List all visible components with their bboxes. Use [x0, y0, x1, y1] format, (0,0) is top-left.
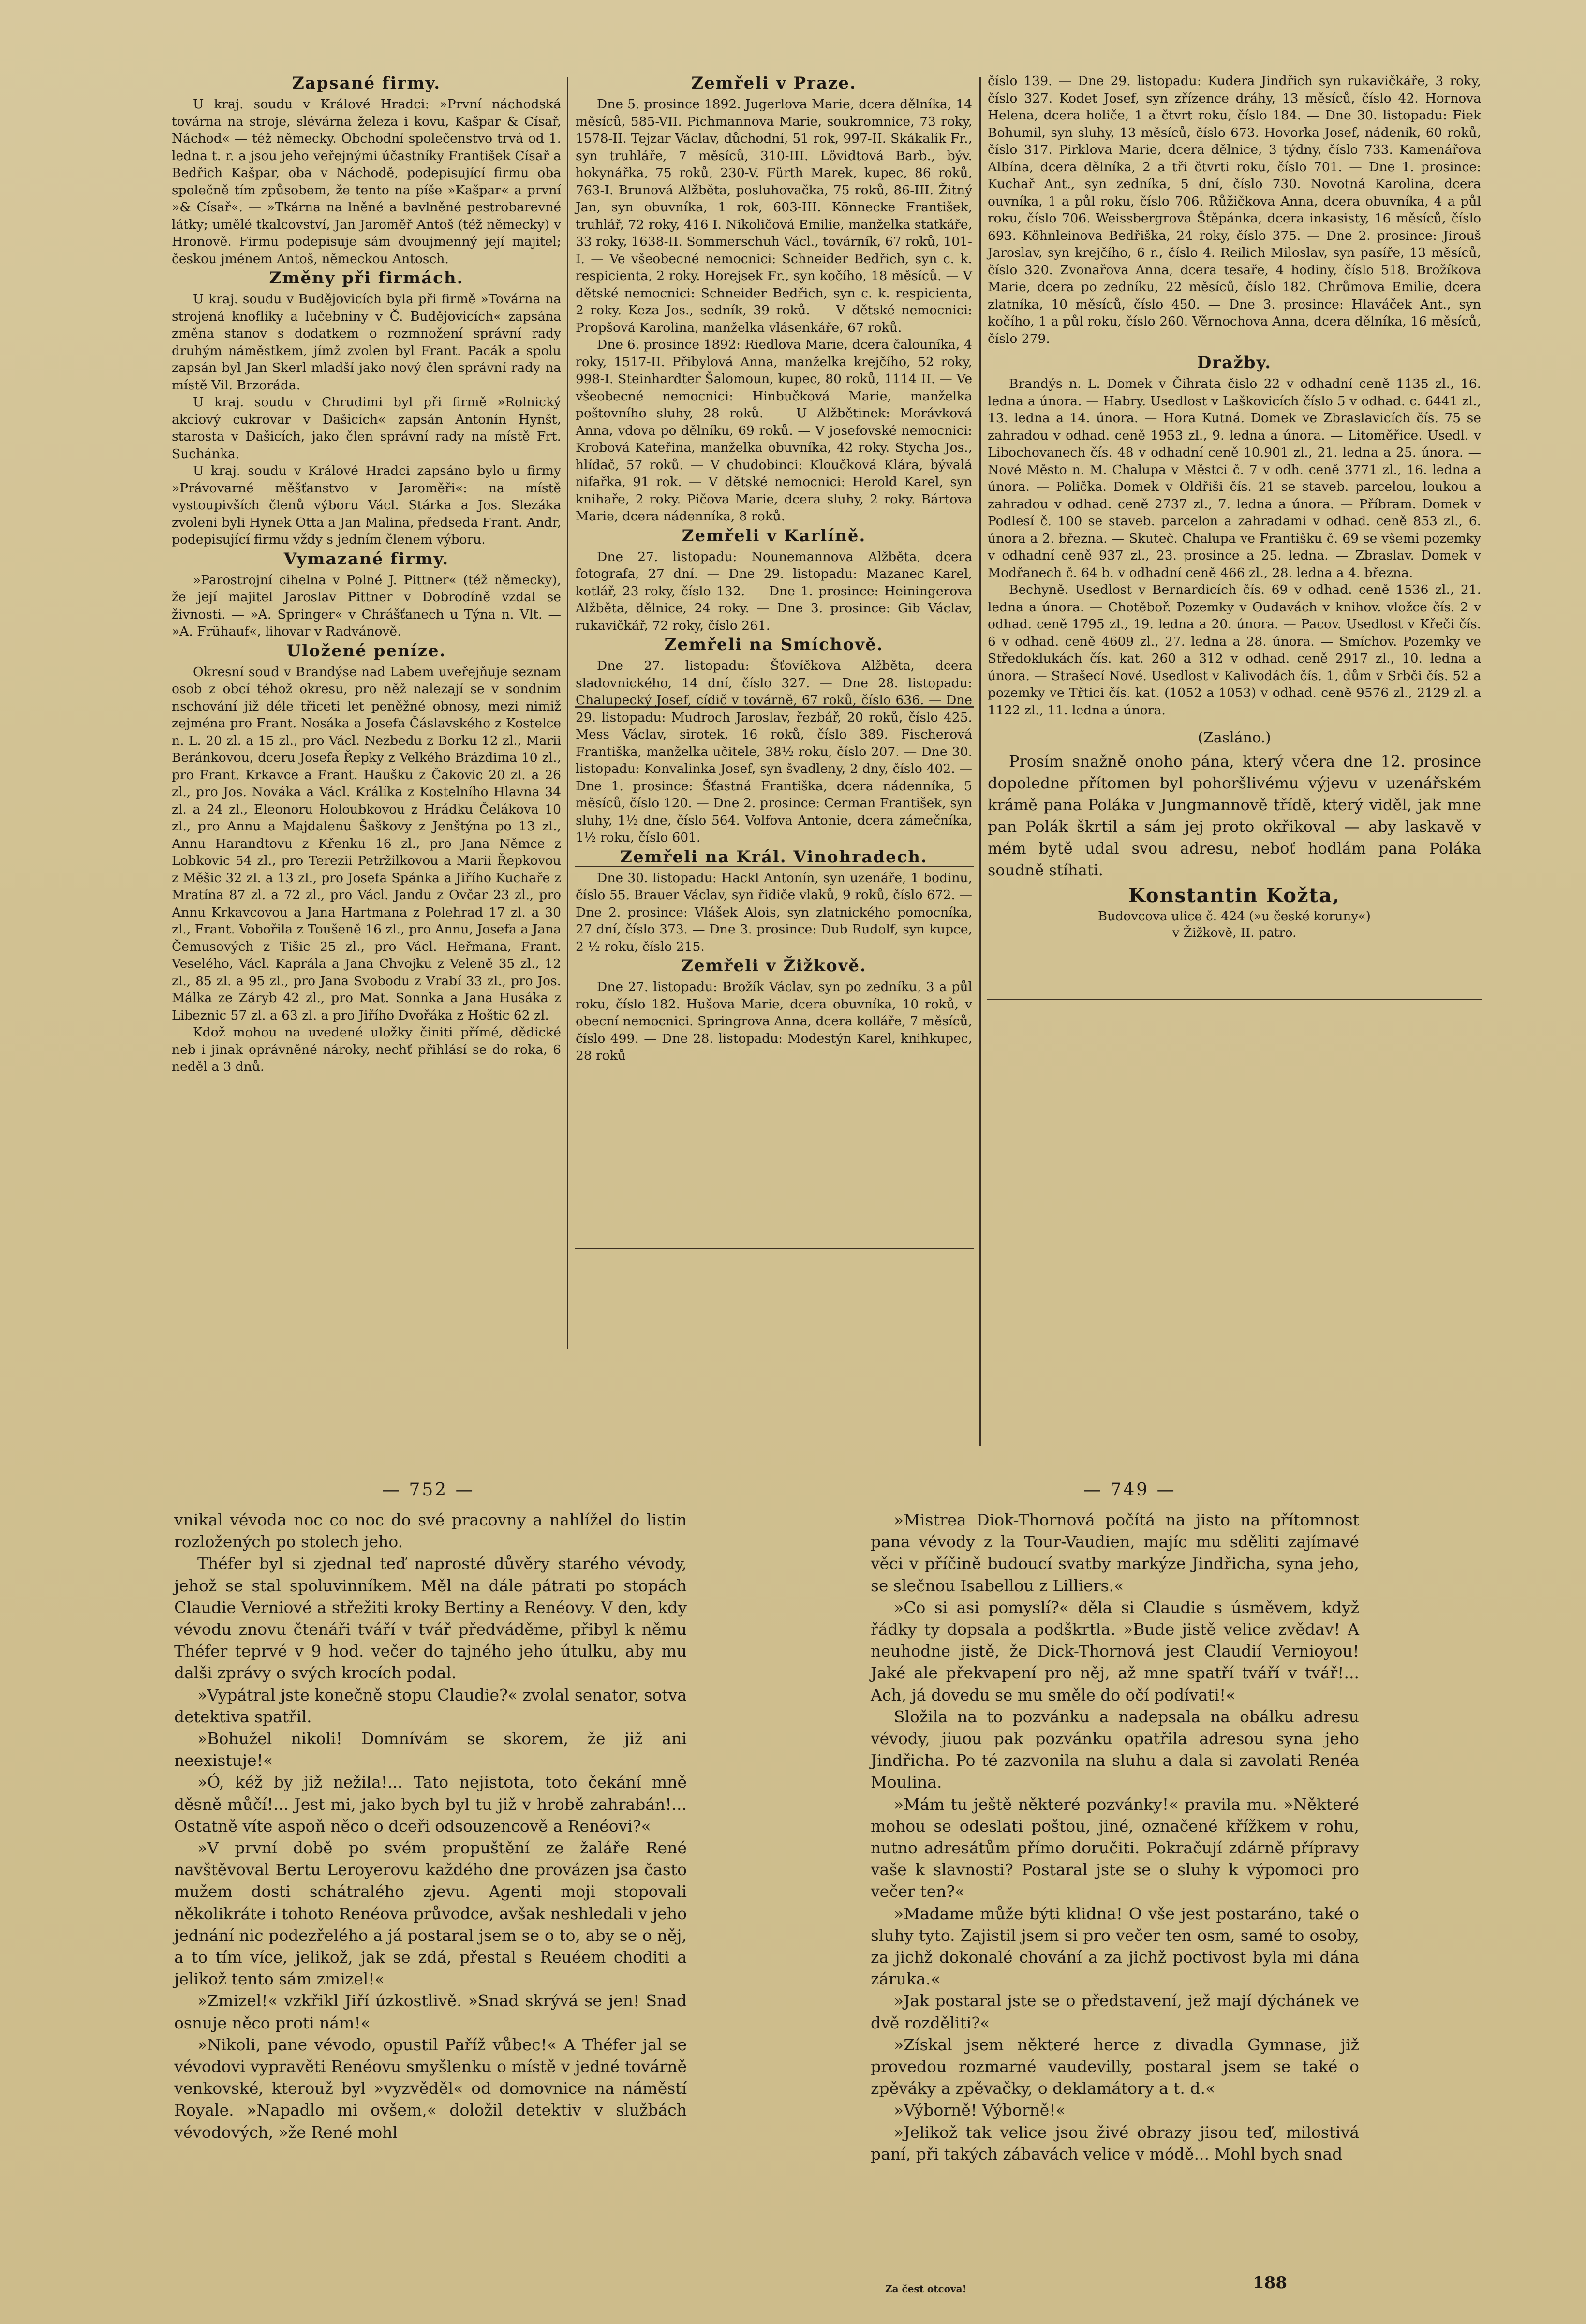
paragraph: Dne 27. listopadu: Brožík Václav, syn po zedníku, 3 a půl roku, číslo 182. Hušova Marie, dcera obuvníka, 10 roků, v obecní nemocnici. Springrova Anna, dcera kolláře, 7 měsíců, číslo 499. — Dne 28. listopadu: Modestýn Karel, knihkupec, 28 roků	[576, 979, 972, 1063]
paragraph: číslo 139. — Dne 29. listopadu: Kudera Jindřich syn rukavičkáře, 3 roky, číslo 327. Kodet Josef, syn zřízence dráhy, 13 měsíců, číslo 42. Hornova Helena, dcera holiče, 1 a čtvrt roku, číslo 184. — Dne 30. listopadu: Fiek Bohumil, syn sluhy, 13 měsíců, číslo 673. Hovorka Josef, nádeník, 60 roků, číslo 317. Pirklova Marie, dcera dělnice, 3 týdny, číslo 733. Kamenářova Albína, dcera dělníka, 2 a tři čtvrti roku, číslo 701. — Dne 1. prosince: Kuchař Ant., syn zedníka, 5 dní, číslo 730. Novotná Karolina, dcera ouvníka, 1 a půl roku, číslo 706. Růžičkova Anna, dcera obuvníka, 4 a půl roku, číslo 706. Weissbergrova Štěpánka, dcera inkasisty, 16 měsíců, číslo 693. Köhnleinova Bedřiška, 24 roky, číslo 375. — Dne 2. prosince: Jirouš Jaroslav, syn krejčího, 6 r., číslo 4. Reilich Miloslav, syn pasíře, 13 měsíců, číslo 320. Zvonařova Anna, dcera tesaře, 4 hodiny, číslo 518. Brožíkova Marie, dcera po zedníku, 22 měsíců, číslo 182. Chrůmova Emilie, dcera zlatníka, 10 měsíců, číslo 450. — Dne 3. prosince: Hlaváček Ant., syn kočího, 1 a půl roku, číslo 260. Věrnochova Anna, dcera dělníka, 16 měsíců, číslo 279.	[988, 74, 1481, 346]
paragraph: »Madame může býti klidna! O vše jest postaráno, také o sluhy tyto. Zajistil jsem si pro večer ten osm, samé to osoby, za jichž dokonalé chování a za jichž poctivost byla mi dána záruka.«	[871, 1904, 1359, 1989]
paragraph: U kraj. soudu v Budějovicích byla při firmě »Továrna na strojená knoflíky a lučebniny v Č. Budějovicích« zapsána změna stanov s dodatkem o rozmnožení správní rady druhým náměstkem, jímž zvolen byl Frant. Pacák a spolu zapsán byl Jan Skerl mladší jako nový člen správní rady na místě Vil. Brzoráda.	[172, 292, 561, 393]
paragraph: »Parostrojní cihelna v Polné J. Pittner« (též německy), že její majitel Jaroslav Pittner v Dobrodíně vzdal se živnosti. — »A. Springer« v Chrášťanech u Týna n. Vlt. — »A. Frühauf«, lihovar v Radvánově.	[172, 572, 561, 639]
paragraph: Brandýs n. L. Domek v Čihrata čislo 22 v odhadní ceně 1135 zl., 16. ledna a února. — Habry. Usedlost v Laškovicích číslo 5 v odhad. c. 6441 zl., 13. ledna a 14. února. — Hora Kutná. Domek ve Zbraslavicích čís. 75 se zahradou v odhad. ceně 1953 zl., 9. ledna a února. — Litoměřice. Usedl. v Libochovanech čís. 48 v odhadní ceně 10.901 zl., 21. ledna a 25. února. — Nové Město n. M. Chalupa v Městci č. 7 v odh. ceně 3771 zl., 16. ledna a února. — Polička. Domek v Oldřiši čís. 21 se staveb. parcelou, loukou a zahradou v odhad. ceně 2737 zl., 7. ledna a února. — Příbram. Domek v Podlesí č. 100 se staveb. parcelon a zahradami v odhad. ceně 853 zl., 6. února a 2. března. — Skuteč. Chalupa ve Františku č. 69 se všemi pozemky v odhadní ceně 937 zl., 23. prosince a 25. ledna. — Zbraslav. Domek v Modřanech č. 64 b. v odhadní ceně 466 zl., 28. ledna a 4. března.	[988, 376, 1481, 580]
signature-address: v Žižkově, II. patro.	[1172, 926, 1297, 940]
signature-name: Konstantin Kožta,	[1128, 884, 1340, 907]
paragraph: »Ó, kéž by již nežila!... Tato nejistota, toto čekání mně děsně můčí!... Jest mi, jako bych byl tu již v hrobě zahrabán!... Ostatně víte aspoň něco o dceři odsouzencově a Renéovi?«	[174, 1773, 687, 1836]
paragraph: Dne 30. listopadu: Hackl Antonín, syn uzenáře, 1 bodinu, číslo 55. Brauer Václav, syn řidiče vlaků, 9 roků, číslo 672. — Dne 2. prosince: Vlášek Alois, syn zlatnického pomocníka, 27 dní, číslo 373. — Dne 3. prosince: Dub Rudolf, syn kupce, 2 ½ roku, číslo 215.	[576, 870, 972, 954]
paragraph: Dne 27. listopadu: Nounemannova Alžběta, dcera fotografa, 27 dní. — Dne 29. listopadu: Mazanec Karel, kotlář, 23 roky, číslo 132. — Dne 1. prosince: Heiningerova Alžběta, dělnice, 24 roky. — Dne 3. prosince: Gib Václav, rukavičkář, 72 roky, číslo 261.	[576, 549, 972, 633]
paragraph: »Mistrea Diok-Thornová počítá na jisto na přítomnost pana vévody z la Tour-Vaudien, majíc mu sděliti zajímavé věci v příčině budoucí svatby markýze Jindřicha, syna jeho, se slečnou Isabellou z Lilliers.«	[871, 1510, 1359, 1595]
paragraph: Dne 6. prosince 1892: Riedlova Marie, dcera čalouníka, 4 roky, 1517-II. Přibylová Anna, manželka krejčího, 52 roky, 998-I. Steinhardter Šalomoun, kupec, 80 roků, 1114 II. — Ve všeobecné nemocnici: Hinbučková Marie, manželka poštovního sluhy, 28 roků. — U Alžbětinek: Morávková Anna, vdova po dělníku, 69 roků. — V josefovské nemocnici: Krobová Kateřina, manželka obuvníka, 42 roky. Stycha Jos., hlídač, 57 roků. — V chudobinci: Kloučková Klára, bývalá nifařka, 91 rok. — V dětské nemocnici: Herold Karel, syn knihaře, 2 roky. Pičova Marie, dcera sluhy, 2 roky. Bártova Marie, dcera nádenníka, 8 roků.	[576, 337, 972, 524]
novel-column-left	[174, 1509, 687, 2143]
paragraph: »Vypátral jste konečně stopu Claudie?« zvolal senator, sotva detektiva spatřil.	[174, 1685, 687, 1726]
paragraph: U kraj. soudu v Králové Hradci: »První náchodská továrna na stroje, slévárna železa i kovu, Kašpar & Císař, Náchod« — též německy. Obchodní společenstvo trvá od 1. ledna t. r. a jsou jeho veřejnými účastníky František Císař a Bedřich Kašpar, oba v Náchodě, podepisující firmu oba společně tím způsobem, že tento na píše »Kašpar« a první »& Císař«. — »Tkárna na lněné a bavlněné pestrobarevné látky; umělé tkalcovství, Jan Jaroměř Antoš (též německy) v Hronově. Firmu podepisuje sám dvoujmenný její majitel; českou jménem Antoš, německou Antosch.	[172, 97, 561, 266]
footer-note: Za čest otcova!	[885, 2283, 967, 2294]
paragraph: »Výborně! Výborně!«	[894, 2101, 1066, 2120]
heading-zemreli-zizkov: Zemřeli v Žižkově.	[681, 956, 867, 976]
heading-zemreli-smichov: Zemřeli na Smíchově.	[664, 635, 884, 654]
heading-zemreli-karlin: Zemřeli v Karlíně.	[682, 526, 866, 546]
paragraph: Kdož mohou na uvedené uložky činiti přímé, dědické neb i jinak oprávněné nároky, nechť přihlásí se do roka, 6 neděl a 3 dnů.	[172, 1025, 561, 1074]
column-rule	[979, 77, 981, 1446]
zasilano-body: Prosím snažně onoho pána, který včera dne 12. prosince dopoledne přítomen byl pohoršlivému výjevu v uzenářském krámě pana Poláka v Jungmannově třídě, který viděl, jak mne pan Polák škrtil a sám jej proto okřikoval — aby laskavě v mém bytě udal svou adresu, neboť hodlám pana Poláka soudně stíhati.	[988, 752, 1481, 879]
page-number-left: — 752 —	[382, 1480, 475, 1500]
paragraph: U kraj. soudu v Králové Hradci zapsáno bylo u firmy »Právovarné měšťanstvo v Jaroměři«: na místě vystoupivších členů výboru Václ. Stárka a Jos. Slezáka zvoleni byli Hynek Otta a Jan Malina, předseda Frant. Andr, podepisující firmu vždy s jedním členem výboru.	[172, 463, 561, 547]
paragraph: »Zmizel!« vzkřikl Jiří úzkostlivě. »Snad skrývá se jen! Snad osnuje něco proti nám!«	[174, 1991, 687, 2032]
paragraph: »Jelikož tak velice jsou živé obrazy jisou teď, milostivá paní, při takých zábavách velice v módě... Mohl bych snad	[871, 2122, 1359, 2163]
column-zemreli	[576, 73, 972, 1065]
paragraph: Théfer byl si zjednal teď naprosté důvěry starého vévody, jehož se stal spoluvinníkem. Měl na dále pátrati po stopách Claudie Verniové a střežiti kroky Bertiny a Renéovy. V den, kdy vévodu znovu čtenáři tváří v tvář předváděme, přibyl k němu Théfer teprvé v 9 hod. večer do tajného jeho útulku, aby mu dalši zprávy o svých krocích podal.	[174, 1554, 687, 1683]
section-rule	[575, 1248, 974, 1249]
heading-vymazane: Vymazané firmy.	[283, 549, 449, 569]
paragraph: »Jak postaral jste se o představení, jež mají dýchánek ve dvě rozděliti?«	[871, 1991, 1359, 2032]
paragraph: »V první době po svém propuštění ze žaláře René navštěvoval Bertu Leroyerovu každého dne provázen jsa často mužem dosti schátralého zjevu. Agenti moji stopovali několikráte i tohoto Renéova průvodce, avšak neshledali v jeho jednání nic podezřelého a já postaral jsem se o to, aby se o něj, a to tím více, jelikož, jak se zdá, přestal s Reuéem choditi a jelikož tento sám zmizel!«	[174, 1838, 687, 1989]
heading-zemreli-vinohrady: Zemřeli na Král. Vinohradech.	[620, 847, 928, 867]
paragraph: Dne 5. prosince 1892. Jugerlova Marie, dcera dělníka, 14 měsíců, 585-VII. Pichmannova Marie, soukromnice, 73 roky, 1578-II. Tejzar Václav, důchodní, 51 rok, 997-II. Skákalík Fr., syn truhláře, 7 měsíců, 310-III. Lövidtová Barb., býv. hokynářka, 75 roků, 230-V. Fürth Marek, kupec, 86 roků, 763-I. Brunová Alžběta, posluhovačka, 75 roků, 86-III. Žitný Jan, syn obuvníka, 1 rok, 603-III. Könnecke František, truhlář, 72 roky, 416 I. Nikoličová Emilie, manželka statkáře, 33 roky, 1638-II. Sommerschuh Václ., továrník, 67 roků, 101-I. — Ve všeobecné nemocnici: Schneider Bedřich, syn c. k. respicienta, 2 roky. Horejsek Fr., syn kočího, 18 měsíců. — V dětské nemocnici: Schneider Bedřich, syn c. k. respicienta, 2 roky. Keza Jos., sedník, 39 roků. — V dětské nemocnici: Propšová Karolina, manželka vlásenkáře, 67 roků.	[576, 97, 972, 335]
paragraph: Dne 27. listopadu: Šťovíčkova Alžběta, dcera sladovnického, 14 dní, číslo 327. — Dne 28. listopadu: Chalupecký Josef, cídič v továrně, 67 roků, číslo 636. — Dne 29. listopadu: Mudroch Jaroslav, řezbář, 20 roků, číslo 425. Mess Václav, sirotek, 16 roků, číslo 389. Fischerová Františka, manželka učitele, 38½ roku, číslo 207. — Dne 30. listopadu: Konvalinka Josef, syn švadleny, 2 dny, číslo 402. — Dne 1. prosince: Šťastná Františka, dcera nádenníka, 5 měsíců, číslo 120. — Dne 2. prosince: Cerman František, syn sluhy, 1½ dne, číslo 564. Volfova Antonie, dcera zámečníka, 1½ roku, číslo 601.	[576, 658, 972, 845]
paragraph: Bechyně. Usedlost v Bernardicích čís. 69 v odhad. ceně 1536 zl., 21. ledna a února. — Chotěboř. Pozemky v Oudavách v knihov. vložce čís. 2 v odhad. ceně 1795 zl., 19. ledna a 20. února. — Pacov. Usedlost v Křeči čís. 6 v odhad. ceně 4609 zl., 27. ledna a 28. února. — Smíchov. Pozemky ve Středoklukách čís. kat. 260 a 312 v odhad. ceně 2917 zl., 10. ledna a února. — Strašecí Nové. Usedlost v Kalivodách čís. 1, dům v Srbči čís. 52 a pozemky ve Třtici čís. kat. (1052 a 1053) v odhad. ceně 9576 zl., 2129 zl. a 1122 zl., 11. ledna a února.	[988, 582, 1481, 718]
heading-ulozene-penize: Uložené peníze.	[286, 641, 446, 661]
heading-zmeny: Změny při firmách.	[269, 268, 464, 288]
novel-column-right	[871, 1509, 1359, 2165]
heading-zapsane-firmy: Zapsané firmy.	[292, 74, 441, 93]
section-rule	[987, 999, 1482, 1000]
signature-address: Budovcova ulice č. 424 (»u české koruny«)	[1098, 909, 1371, 924]
paragraph: Okresní soud v Brandýse nad Labem uveřejňuje seznam osob z obcí téhož okresu, pro něž nalezají se v sondním nschování již déle třiceti let peněžné obnosy, mezi nimiž zejména pro Frant. Nosáka a Josefa Čáslavského z Kostelce n. L. 20 zl. a 15 zl., pro Václ. Nezbedu z Borku 12 zl., Marii Beránkovou, dceru Josefa Řepky z Velkého Brázdima 10 zl., pro Frant. Krkavce a Frant. Haušku z Čakovic 20 zl. a 26 zl., pro Jos. Nováka a Václ. Králíka z Kostelního Hlavna 34 zl. a 24 zl., Eleonoru Holoubkovou z Hrádku Čelákova 10 zl., pro Annu a Majdalenu Šaškovy z Jenštýna po 13 zl., Annu Harandtovu z Křenku 16 zl., pro Jana Němce z Lobkovic 54 zl., pro Terezii Petržilkovou a Marii Řepkovou z Měšic 32 zl. a 13 zl., pro Josefa Spánka a Jiřího Kuchaře z Mratína 87 zl. a 72 zl., pro Václ. Jandu z Ovčar 23 zl., pro Annu Krkavcovou a Jana Hartmana z Polehrad 17 zl. a 30 zl., Frant. Vobořila z Toušeně 16 zl., pro Annu, Josefa a Jana Čemusových z Tišic 25 zl., pro Václ. Heřmana, Frant. Veselého, Václ. Kaprála a Jana Chvojku z Veleně 35 zl., 12 zl., 85 zl. a 95 zl., pro Jana Svobodu z Vrabí 33 zl., pro Jos. Málka ze Záryb 42 zl., pro Mat. Sonnka a Jana Husáka z Libeznic 57 zl. a 63 zl. a pro Jiřího Dvořáka z Hoštic 62 zl.	[172, 664, 561, 1023]
paragraph: »Mám tu ještě některé pozvánky!« pravila mu. »Některé mohou se odeslati poštou, jiné, označené křížkem v rohu, nutno adresátům přímo doručiti. Pokračují zdárně přípravy vaše k slavnosti? Postaral jste se o sluhy k výpomoci pro večer ten?«	[871, 1794, 1359, 1901]
page-number-right: — 749 —	[1083, 1480, 1176, 1500]
column-firmy	[172, 73, 561, 1076]
column-drazby	[988, 73, 1481, 941]
paragraph: »Nikoli, pane vévodo, opustil Paříž vůbec!« A Théfer jal se vévodovi vypravěti Renéovu smyšlenku o místě v jedné továrně venkovské, kterouž byl »vyzvěděl« od domovnice na náměstí Royale. »Napadlo mi ovšem,« doložil detektiv v službách vévodových, »že René mohl	[174, 2035, 687, 2142]
heading-zemreli-praha: Zemřeli v Praze.	[691, 74, 857, 93]
paragraph: vnikal vévoda noc co noc do své pracovny a nahlížel do listin rozložených po stolech jeho.	[174, 1510, 687, 1552]
paragraph: Složila na to pozvánku a nadepsala na obálku adresu vévody, jiuou pak pozvánku opatřila adresou syna jeho Jindřicha. Po té zazvonila na sluhu a dala si zavolati Renéa Moulina.	[871, 1707, 1359, 1792]
column-rule	[567, 77, 568, 1349]
paragraph: U kraj. soudu v Chrudimi byl při firmě »Rolnický akciový cukrovar v Dašicích« zapsán Antonín Hynšt, starosta v Dašicích, jako člen správní rady na místě Frt. Suchánka.	[172, 395, 561, 461]
paragraph: »Bohužel nikoli! Domnívám se skorem, že již ani neexistuje!«	[174, 1729, 687, 1770]
paragraph: »Co si asi pomyslí?« děla si Claudie s úsměvem, když řádky ty dopsala a podškrtla. »Bude jistě velice zvědav! A neuhodne jistě, že Dick-Thornová jest Claudií Vernioyou! Jaké ale překvapení pro něj, až mne spatří tváří v tvář!... Ach, já dovedu se mu směle do očí podívati!«	[871, 1598, 1359, 1704]
zasilano-heading: (Zasláno.)	[1198, 729, 1271, 746]
heading-drazby: Dražby.	[1197, 353, 1272, 372]
footer-page-number: 188	[1253, 2273, 1287, 2293]
paragraph: »Získal jsem některé herce z divadla Gymnase, již provedou rozmarné vaudevilly, postaral jsem se také o zpěváky a zpěvačky, o deklamátory a t. d.«	[871, 2035, 1359, 2098]
